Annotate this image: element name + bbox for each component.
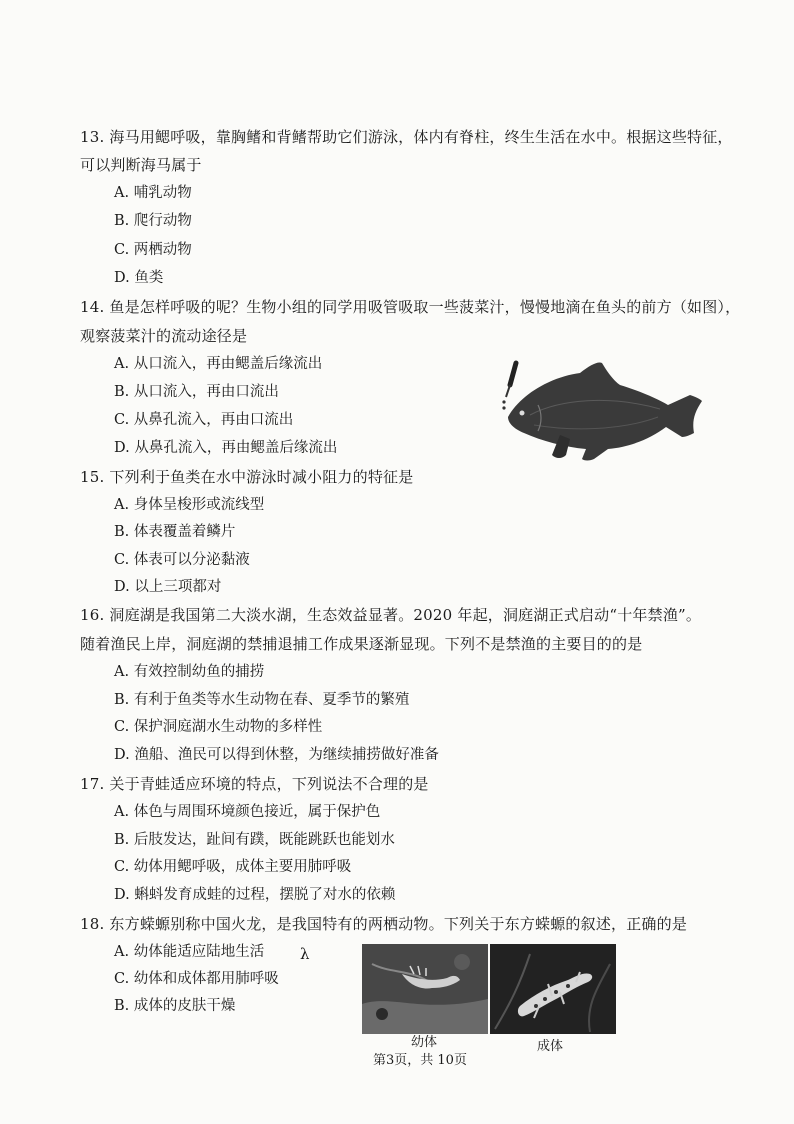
- question-18-line-1: 18. 东方蝾螈别称中国火龙，是我国特有的两栖动物。下列关于东方蝾螈的叙述，正确的是: [80, 915, 688, 933]
- question-15-option-d: D. 以上三项都对: [114, 579, 222, 595]
- question-15-option-b: B. 体表覆盖着鳞片: [114, 524, 236, 540]
- question-17-option-d: D. 蝌蚪发育成蛙的过程，摆脱了对水的依赖: [114, 887, 396, 903]
- question-16-option-a: A. 有效控制幼鱼的捕捞: [114, 664, 265, 680]
- dropper-icon: [502, 363, 516, 410]
- question-16-line-1: 16. 洞庭湖是我国第二大淡水湖，生态效益显著。2020 年起，洞庭湖正式启动“十年禁渔”。: [80, 606, 702, 624]
- question-16-option-c: C. 保护洞庭湖水生动物的多样性: [114, 719, 323, 735]
- stray-pen-mark: λ: [300, 945, 310, 963]
- question-13-line-2: 可以判断海马属于: [80, 156, 202, 174]
- question-15-line-1: 15. 下列利于鱼类在水中游泳时减小阻力的特征是: [80, 468, 414, 486]
- larva-photo: [362, 944, 488, 1034]
- question-13-option-a: A. 哺乳动物: [114, 185, 192, 201]
- question-16-line-2: 随着渔民上岸，洞庭湖的禁捕退捕工作成果逐渐显现。下列不是禁渔的主要目的的是: [80, 635, 643, 653]
- question-17-option-b: B. 后肢发达，趾间有蹼，既能跳跃也能划水: [114, 832, 395, 848]
- larva-caption: 幼体: [411, 1035, 438, 1050]
- question-17-line-1: 17. 关于青蛙适应环境的特点，下列说法不合理的是: [80, 775, 429, 793]
- question-17-option-c: C. 幼体用鳃呼吸，成体主要用肺呼吸: [114, 859, 352, 875]
- question-14-option-a: A. 从口流入，再由鳃盖后缘流出: [114, 356, 323, 372]
- adult-caption: 成体: [537, 1039, 564, 1054]
- question-14-option-d: D. 从鼻孔流入，再由鳃盖后缘流出: [114, 440, 338, 456]
- question-15-option-a: A. 身体呈梭形或流线型: [114, 497, 265, 513]
- adult-newt-icon: [490, 944, 616, 1034]
- question-16-option-b: B. 有利于鱼类等水生动物在春、夏季节的繁殖: [114, 692, 410, 708]
- page-number: 第3页，共 10页: [373, 1053, 467, 1068]
- question-15-option-c: C. 体表可以分泌黏液: [114, 552, 250, 568]
- fish-icon: [508, 362, 702, 460]
- question-13-line-1: 13. 海马用鳃呼吸，靠胸鳍和背鳍帮助它们游泳，体内有脊柱，终生生活在水中。根据这些特征，: [80, 128, 733, 146]
- fish-dropper-illustration: [490, 355, 720, 475]
- question-18-option-b: B. 成体的皮肤干燥: [114, 998, 236, 1014]
- question-13-option-b: B. 爬行动物: [114, 213, 192, 229]
- larva-newt-icon: [362, 944, 488, 1034]
- question-14-line-2: 观察菠菜汁的流动途径是: [80, 327, 248, 345]
- question-18-option-a: A. 幼体能适应陆地生活: [114, 944, 265, 960]
- question-13-option-c: C. 两栖动物: [114, 242, 192, 258]
- question-17-option-a: A. 体色与周围环境颜色接近，属于保护色: [114, 804, 381, 820]
- question-14-option-c: C. 从鼻孔流入，再由口流出: [114, 412, 294, 428]
- question-18-option-c: C. 幼体和成体都用肺呼吸: [114, 971, 279, 987]
- question-14-option-b: B. 从口流入，再由口流出: [114, 384, 279, 400]
- question-13-option-d: D. 鱼类: [114, 270, 164, 286]
- adult-photo: [490, 944, 616, 1034]
- question-14-line-1: 14. 鱼是怎样呼吸的呢？生物小组的同学用吸管吸取一些菠菜汁，慢慢地滴在鱼头的前方（如图），: [80, 298, 741, 316]
- question-16-option-d: D. 渔船、渔民可以得到休整，为继续捕捞做好准备: [114, 747, 439, 763]
